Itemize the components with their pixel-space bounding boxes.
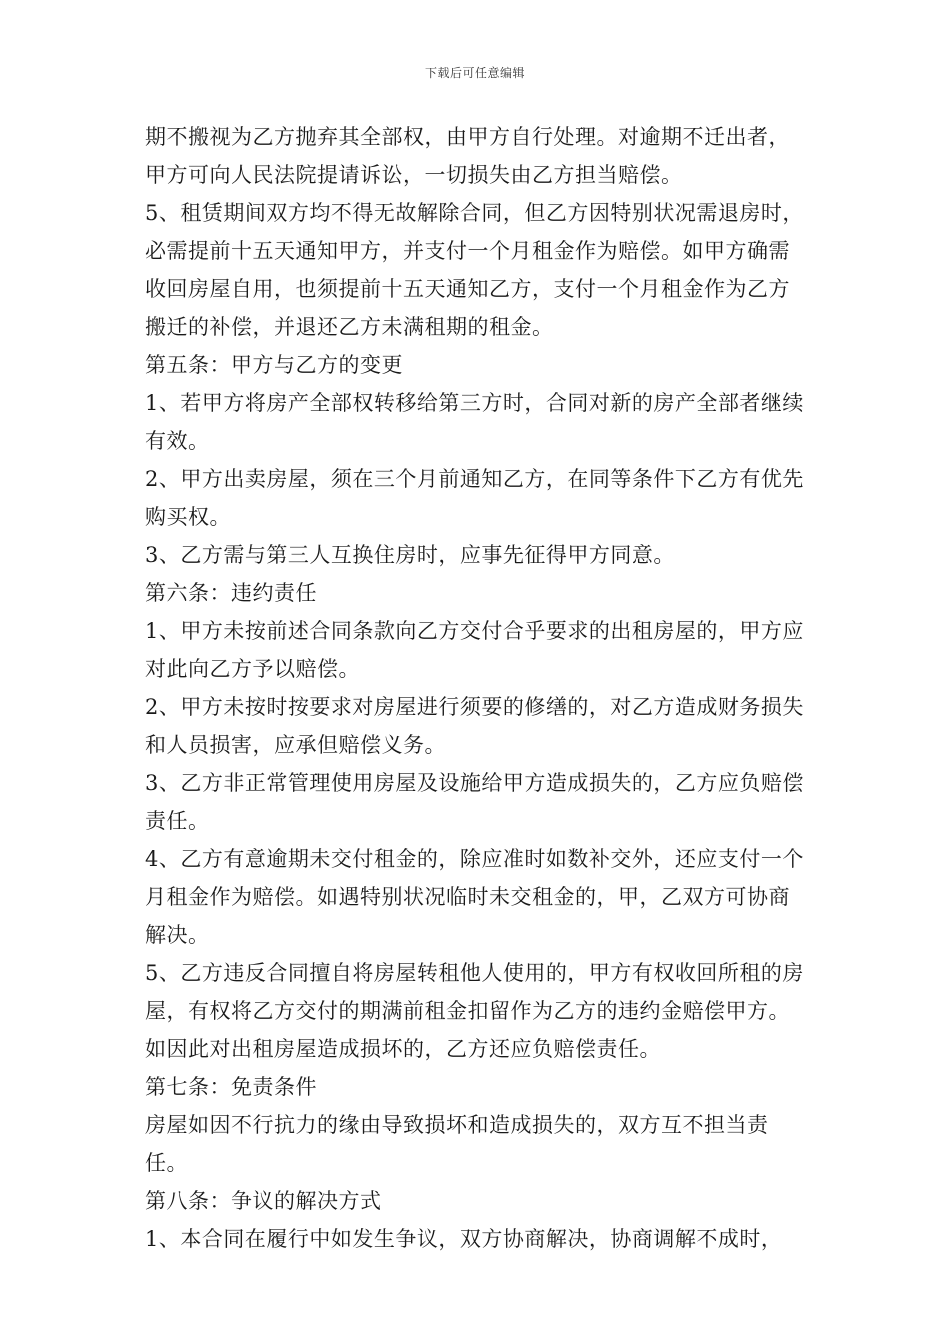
paragraph: 2、甲方出卖房屋，须在三个月前通知乙方，在同等条件下乙方有优先购买权。 xyxy=(145,467,804,529)
paragraph: 1、甲方未按前述合同条款向乙方交付合乎要求的出租房屋的，甲方应对此向乙方予以赔偿。 xyxy=(145,619,804,681)
paragraph: 房屋如因不行抗力的缘由导致损坏和造成损失的，双方互不担当责任。 xyxy=(145,1113,769,1175)
document-body xyxy=(145,118,810,1258)
paragraph: 5、乙方违反合同擅自将房屋转租他人使用的，甲方有权收回所租的房屋，有权将乙方交付的期满前租金扣留作为乙方的违约金赔偿甲方。如因此对出租房屋造成损坏的，乙方还应负赔偿责任。 xyxy=(145,961,804,1061)
section-heading: 第六条：违约责任 xyxy=(145,581,317,605)
section-heading: 第八条：争议的解决方式 xyxy=(145,1189,382,1213)
paragraph: 2、甲方未按时按要求对房屋进行须要的修缮的，对乙方造成财务损失和人员损害，应承但赔偿义务。 xyxy=(145,695,804,757)
page-header: 下载后可任意编辑 xyxy=(424,66,525,80)
paragraph: 1、本合同在履行中如发生争议，双方协商解决，协商调解不成时， xyxy=(145,1227,783,1251)
paragraph: 期不搬视为乙方抛弃其全部权，由甲方自行处理。对逾期不迁出者，甲方可向人民法院提请诉讼，一切损失由乙方担当赔偿。 xyxy=(145,125,790,187)
paragraph: 1、若甲方将房产全部权转移给第三方时，合同对新的房产全部者继续有效。 xyxy=(145,391,804,453)
paragraph: 4、乙方有意逾期未交付租金的，除应准时如数补交外，还应支付一个月租金作为赔偿。如遇特别状况临时未交租金的，甲，乙双方可协商解决。 xyxy=(145,847,804,947)
paragraph: 3、乙方非正常管理使用房屋及设施给甲方造成损失的，乙方应负赔偿责任。 xyxy=(145,771,804,833)
paragraph: 5、租赁期间双方均不得无故解除合同，但乙方因特别状况需退房时，必需提前十五天通知甲方，并支付一个月租金作为赔偿。如甲方确需收回房屋自用，也须提前十五天通知乙方，支付一个月租金作为乙方搬迁的补偿，并退还乙方未满租期的租金。 xyxy=(145,201,804,339)
section-heading: 第七条：免责条件 xyxy=(145,1075,317,1099)
section-heading: 第五条：甲方与乙方的变更 xyxy=(145,353,403,377)
paragraph: 3、乙方需与第三人互换住房时，应事先征得甲方同意。 xyxy=(145,543,675,567)
